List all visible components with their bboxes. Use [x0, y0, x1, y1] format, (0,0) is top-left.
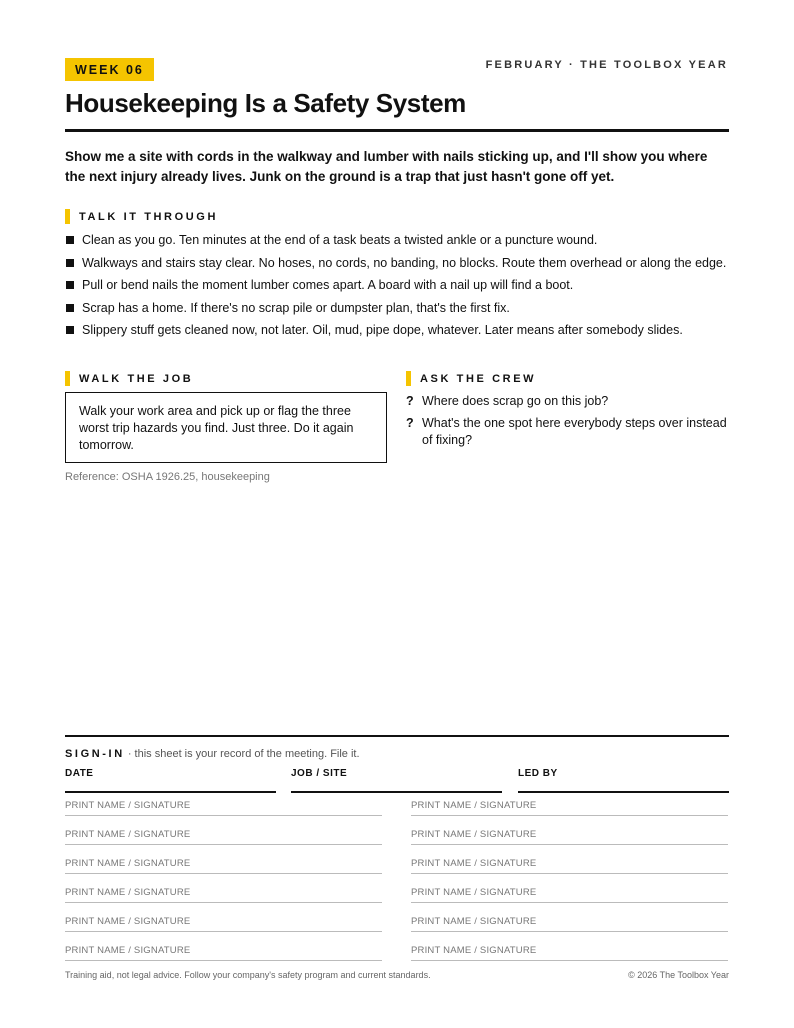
list-item — [65, 232, 729, 249]
talk-heading-label: TALK IT THROUGH — [79, 211, 219, 223]
job-site-label: JOB / SITE — [291, 768, 348, 779]
signin-label: SIGN-IN — [65, 748, 125, 760]
signature-line[interactable]: PRINT NAME / SIGNATURE — [411, 945, 728, 961]
reference-note: Reference: OSHA 1926.25, housekeeping — [65, 471, 270, 483]
walk-heading-label: WALK THE JOB — [79, 373, 194, 385]
accent-bar — [65, 371, 70, 386]
list-item — [65, 322, 729, 339]
list-item — [65, 277, 729, 294]
date-field[interactable] — [65, 791, 276, 793]
walk-task-text: Walk your work area and pick up or flag the three worst trip hazards you find. Just three. Do it again tomorrow. — [79, 404, 354, 452]
walk-task-box — [65, 392, 387, 463]
signature-line[interactable]: PRINT NAME / SIGNATURE — [65, 858, 382, 874]
question-text: What's the one spot here everybody steps over instead of fixing? — [422, 416, 727, 447]
square-bullet-icon — [66, 281, 74, 289]
signin-heading — [65, 748, 360, 760]
signin-note: · this sheet is your record of the meeting. File it. — [124, 748, 360, 760]
question-mark-icon: ? — [406, 416, 414, 430]
square-bullet-icon — [66, 326, 74, 334]
signature-line[interactable]: PRINT NAME / SIGNATURE — [65, 945, 382, 961]
job-site-field[interactable] — [291, 791, 502, 793]
list-item — [65, 255, 729, 272]
list-item — [65, 300, 729, 317]
walk-section-heading — [65, 372, 193, 386]
list-item-text: Clean as you go. Ten minutes at the end of a task beats a twisted ankle or a puncture wound. — [82, 233, 598, 247]
signature-line[interactable]: PRINT NAME / SIGNATURE — [65, 829, 382, 845]
square-bullet-icon — [66, 236, 74, 244]
square-bullet-icon — [66, 259, 74, 267]
signature-line[interactable]: PRINT NAME / SIGNATURE — [411, 858, 728, 874]
footer-disclaimer: Training aid, not legal advice. Follow your company's safety program and current standards. — [65, 970, 431, 980]
signature-line[interactable]: PRINT NAME / SIGNATURE — [411, 800, 728, 816]
series-label: FEBRUARY · THE TOOLBOX YEAR — [485, 59, 728, 71]
question-text: Where does scrap go on this job? — [422, 394, 609, 408]
question-mark-icon: ? — [406, 394, 414, 408]
title-divider — [65, 129, 729, 132]
list-item-text: Pull or bend nails the moment lumber comes apart. A board with a nail up will find a boot. — [82, 278, 574, 292]
led-by-field[interactable] — [518, 791, 729, 793]
signature-line[interactable]: PRINT NAME / SIGNATURE — [65, 916, 382, 932]
ask-heading-label: ASK THE CREW — [420, 373, 537, 385]
signature-line[interactable]: PRINT NAME / SIGNATURE — [411, 916, 728, 932]
signin-divider — [65, 735, 729, 737]
ask-section-heading — [406, 372, 536, 386]
page-title: Housekeeping Is a Safety System — [65, 88, 466, 118]
list-item-text: Walkways and stairs stay clear. No hoses, no cords, no banding, no blocks. Route them overhead or along the edge. — [82, 255, 727, 270]
list-item-text: Slippery stuff gets cleaned now, not later. Oil, mud, pipe dope, whatever. Later means after somebody slides. — [82, 323, 683, 337]
signature-line[interactable]: PRINT NAME / SIGNATURE — [411, 887, 728, 903]
week-badge: WEEK 06 — [65, 58, 154, 81]
list-item-text: Scrap has a home. If there's no scrap pile or dumpster plan, that's the first fix. — [82, 300, 510, 315]
question-item — [406, 415, 730, 449]
led-by-label: LED BY — [518, 768, 558, 779]
date-label: DATE — [65, 768, 94, 779]
signature-line[interactable]: PRINT NAME / SIGNATURE — [65, 800, 382, 816]
signature-line[interactable]: PRINT NAME / SIGNATURE — [411, 829, 728, 845]
accent-bar — [65, 209, 70, 224]
question-item — [406, 393, 730, 410]
accent-bar — [406, 371, 411, 386]
footer-copyright: © 2026 The Toolbox Year — [628, 970, 729, 980]
signature-line[interactable]: PRINT NAME / SIGNATURE — [65, 887, 382, 903]
intro-paragraph: Show me a site with cords in the walkway and lumber with nails sticking up, and I'll show you where the next injury already lives. Junk on the ground is a trap that just hasn't gone off yet. — [65, 149, 708, 184]
question-list — [406, 393, 730, 454]
talk-list — [65, 232, 729, 345]
square-bullet-icon — [66, 304, 74, 312]
talk-section-heading — [65, 210, 218, 224]
